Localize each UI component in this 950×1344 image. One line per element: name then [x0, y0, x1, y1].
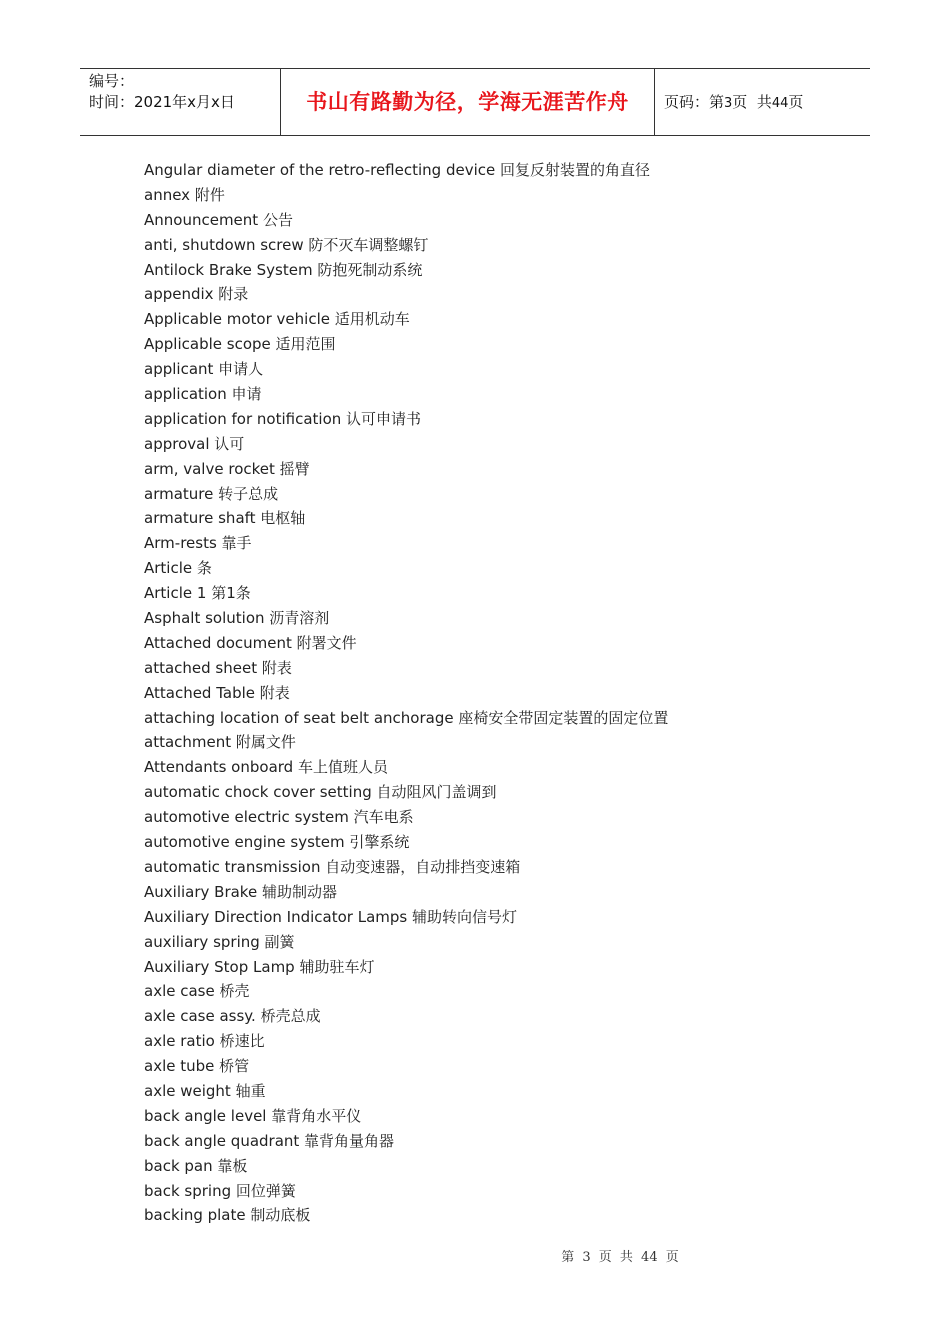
glossary-entry: Attached Table 附表 — [144, 683, 290, 702]
glossary-entry: automotive engine system 引擎系统 — [144, 833, 410, 852]
glossary-entry: Article 1 第1条 — [144, 584, 251, 603]
glossary-list — [144, 158, 668, 1228]
page-suffix: 页 — [788, 93, 804, 111]
glossary-entry: Announcement 公告 — [144, 210, 293, 229]
glossary-entry: axle tube 桥管 — [144, 1057, 250, 1076]
time-label: 时间：2021年x月x日 — [89, 93, 235, 111]
glossary-entry: back spring 回位弹簧 — [144, 1181, 296, 1200]
glossary-entry: armature shaft 电枢轴 — [144, 509, 306, 528]
page-prefix: 页码：第 — [664, 93, 725, 111]
glossary-entry: Applicable scope 适用范围 — [144, 335, 336, 354]
footer-page-number: 第 3 页 共 44 页 — [561, 1250, 679, 1265]
header-motto: 书山有路勤为径，学海无涯苦作舟 — [306, 90, 629, 114]
glossary-entry: attachment 附属文件 — [144, 733, 296, 752]
glossary-entry: Asphalt solution 沥青溶剂 — [144, 609, 330, 628]
glossary-entry: armature 转子总成 — [144, 484, 279, 503]
glossary-entry: Auxiliary Brake 辅助制动器 — [144, 882, 337, 901]
glossary-entry: automatic chock cover setting 自动阻风门盖调到 — [144, 783, 497, 802]
glossary-entry: back pan 靠板 — [144, 1156, 248, 1175]
glossary-entry: axle ratio 桥速比 — [144, 1032, 265, 1051]
glossary-entry: attached sheet 附表 — [144, 658, 292, 677]
glossary-entry: auxiliary spring 副簧 — [144, 932, 295, 951]
glossary-entry: backing plate 制动底板 — [144, 1206, 311, 1225]
glossary-entry: approval 认可 — [144, 434, 245, 453]
glossary-entry: automatic transmission 自动变速器，自动排挡变速箱 — [144, 857, 521, 876]
glossary-entry: axle case assy. 桥壳总成 — [144, 1007, 321, 1026]
glossary-entry: automotive electric system 汽车电系 — [144, 808, 414, 827]
page-footer — [0, 1246, 950, 1265]
glossary-entry: applicant 申请人 — [144, 360, 264, 379]
glossary-entry: back angle level 靠背角水平仪 — [144, 1106, 362, 1125]
glossary-entry: Auxiliary Stop Lamp 辅助驻车灯 — [144, 957, 375, 976]
code-label: 编号： — [89, 72, 135, 90]
glossary-entry: annex 附件 — [144, 185, 225, 204]
page-mid: 页 共 — [732, 93, 772, 111]
glossary-entry: attaching location of seat belt anchorage 座椅安全带固定装置的固定位置 — [144, 708, 669, 727]
glossary-entry: Applicable motor vehicle 适用机动车 — [144, 310, 410, 329]
glossary-entry: Article 条 — [144, 559, 212, 578]
glossary-entry: back angle quadrant 靠背角量角器 — [144, 1131, 395, 1150]
page-total: 44 — [771, 96, 789, 111]
glossary-entry: axle case 桥壳 — [144, 982, 250, 1001]
page-header — [80, 68, 870, 136]
glossary-entry: Auxiliary Direction Indicator Lamps 辅助转向信号灯 — [144, 907, 518, 926]
glossary-entry: axle weight 轴重 — [144, 1081, 266, 1100]
glossary-entry: anti, shutdown screw 防不灭车调整螺钉 — [144, 235, 429, 254]
glossary-entry: application 申请 — [144, 385, 262, 404]
glossary-entry: Attached document 附署文件 — [144, 633, 357, 652]
glossary-entry: Attendants onboard 车上值班人员 — [144, 758, 388, 777]
header-page-number — [664, 69, 803, 136]
glossary-entry: Angular diameter of the retro-reflecting device 回复反射装置的角直径 — [144, 161, 650, 179]
glossary-entry: Arm-rests 靠手 — [144, 534, 252, 553]
header-divider — [654, 69, 655, 135]
glossary-entry: arm, valve rocket 摇臂 — [144, 459, 310, 478]
header-meta — [89, 71, 235, 113]
page-current: 3 — [724, 96, 733, 111]
glossary-entry: appendix 附录 — [144, 285, 249, 304]
glossary-entry: application for notification 认可申请书 — [144, 409, 422, 428]
glossary-entry: Antilock Brake System 防抱死制动系统 — [144, 260, 423, 279]
